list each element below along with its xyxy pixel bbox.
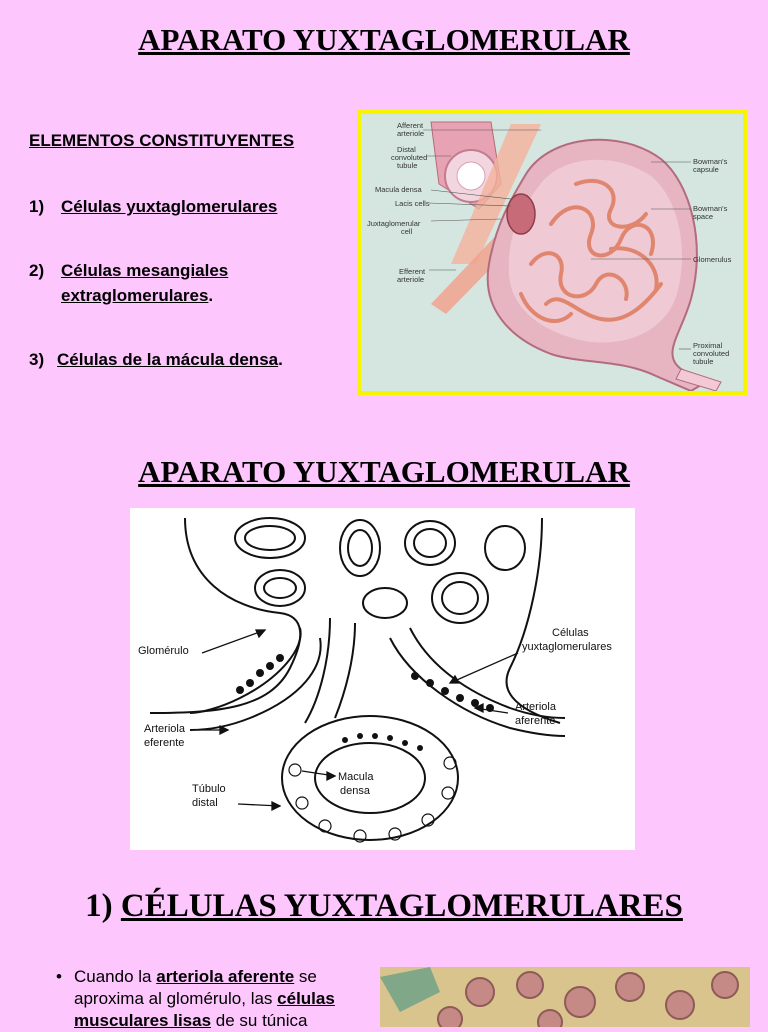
bullet-marker: • xyxy=(56,967,62,986)
label-distal: Distal convoluted tubule xyxy=(391,145,428,170)
elements-heading: ELEMENTOS CONSTITUYENTES xyxy=(29,131,295,150)
label-jg-cell: Juxtaglomerular cell xyxy=(367,219,421,236)
item-text: Células yuxtaglomerulares xyxy=(61,197,278,216)
item-text-continuation: extraglomerulares xyxy=(61,286,209,305)
label-efferent: Efferent arteriole xyxy=(397,267,426,284)
histology-photo xyxy=(380,967,750,1027)
label-lacis-cells: Lacis cells xyxy=(395,199,430,208)
label-celulas-yg: Células yuxtaglomerulares xyxy=(522,627,612,653)
label-glomerulo: Glomérulo xyxy=(138,645,189,657)
section-title-celulas xyxy=(0,888,768,925)
label-proximal: Proximal convoluted tubule xyxy=(693,341,730,366)
bullet-paragraph xyxy=(58,966,368,1032)
jg-apparatus-line-drawing xyxy=(130,508,635,850)
item-text: Células mesangiales xyxy=(61,261,229,280)
label-bowman-capsule: Bowman's capsule xyxy=(693,157,728,174)
item-period: . xyxy=(278,350,283,369)
item-text: Células de la mácula densa xyxy=(57,350,279,369)
label-afferent: Afferent arteriole xyxy=(397,121,425,138)
item-number: 3) xyxy=(29,350,45,369)
bullet-text: Cuando la arteriola aferente se aproxima al glomérulo, las células musculares lisas de su túnica xyxy=(74,967,335,1030)
item-number: 2) xyxy=(29,261,45,280)
label-arteriola-aferente: Arteriola aferente xyxy=(515,701,556,727)
jg-apparatus-illustration xyxy=(357,110,747,395)
element-item-3 xyxy=(29,347,283,372)
label-macula-densa: Macula densa xyxy=(338,771,374,797)
label-arteriola-eferente: Arteriola eferente xyxy=(144,723,185,749)
element-item-2 xyxy=(29,258,228,308)
title-number: 1) xyxy=(85,888,121,924)
label-glomerulus: Glomerulus xyxy=(693,255,732,264)
label-tubulo-distal: Túbulo distal xyxy=(192,783,226,809)
item-number: 1) xyxy=(29,197,45,216)
section-title: APARATO YUXTAGLOMERULAR xyxy=(138,454,630,489)
page-title: APARATO YUXTAGLOMERULAR xyxy=(138,22,630,57)
label-macula-densa: Macula densa xyxy=(375,185,422,194)
element-item-1 xyxy=(29,194,277,219)
item-period: . xyxy=(208,286,214,305)
label-bowman-space: Bowman's space xyxy=(693,204,728,221)
title-text: CÉLULAS YUXTAGLOMERULARES xyxy=(120,888,683,924)
